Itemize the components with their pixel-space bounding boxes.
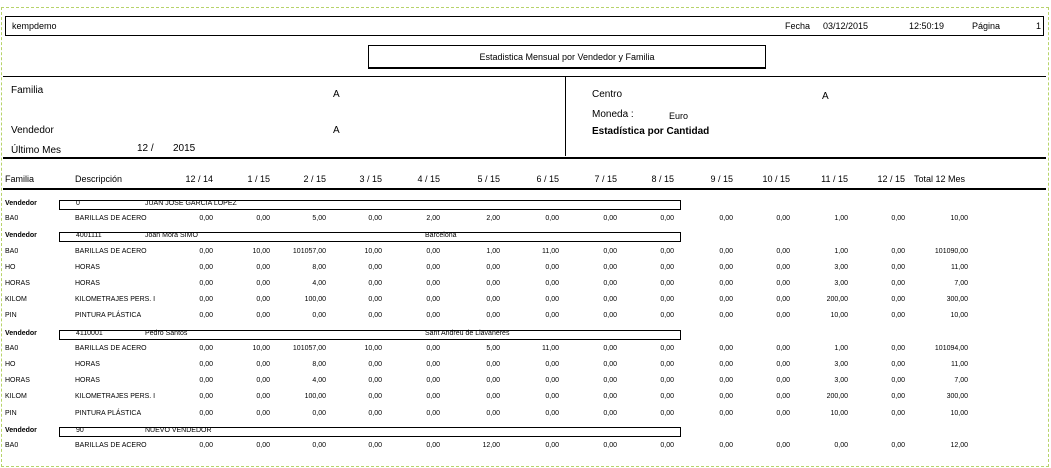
row-month-value: 0,00 bbox=[660, 361, 674, 368]
row-month-value: 0,00 bbox=[426, 409, 440, 417]
row-month-value: 5,00 bbox=[486, 344, 500, 352]
row-month-value: 0,00 bbox=[719, 361, 733, 368]
row-familia: HO bbox=[5, 361, 16, 368]
column-header-month: 2 / 15 bbox=[303, 174, 326, 184]
row-month-value: 0,00 bbox=[256, 280, 270, 287]
ultimo-mes-year: 2015 bbox=[173, 143, 196, 154]
company-name: kempdemo bbox=[12, 21, 57, 31]
row-total-value: 11,00 bbox=[951, 361, 968, 368]
row-month-value: 0,00 bbox=[368, 377, 382, 385]
row-month-value: 0,00 bbox=[891, 296, 905, 304]
row-month-value: 0,00 bbox=[891, 263, 905, 271]
row-month-value: 0,00 bbox=[719, 393, 733, 401]
row-month-value: 0,00 bbox=[545, 377, 559, 385]
row-month-value: 0,00 bbox=[545, 312, 559, 320]
row-descripcion: HORAS bbox=[75, 280, 100, 287]
row-month-value: 0,00 bbox=[776, 247, 790, 255]
row-month-value: 0,00 bbox=[486, 377, 500, 385]
row-month-value: 0,00 bbox=[776, 377, 790, 385]
column-header-month: 8 / 15 bbox=[651, 174, 674, 184]
row-month-value: 5,00 bbox=[312, 215, 326, 223]
vendor-name: Joan Mora SIMO bbox=[145, 232, 198, 240]
row-month-value: 0,00 bbox=[891, 280, 905, 287]
vendor-name: Pedro Santos bbox=[145, 329, 188, 337]
row-month-value: 0,00 bbox=[834, 442, 848, 449]
row-month-value: 0,00 bbox=[426, 247, 440, 255]
row-total-value: 10,00 bbox=[950, 215, 968, 223]
row-month-value: 0,00 bbox=[603, 280, 617, 287]
row-month-value: 0,00 bbox=[199, 377, 213, 385]
row-month-value: 0,00 bbox=[719, 377, 733, 385]
row-month-value: 101057,00 bbox=[292, 247, 326, 255]
row-month-value: 0,00 bbox=[719, 263, 733, 271]
row-descripcion: BARILLAS DE ACERO bbox=[75, 344, 147, 352]
filter-column-divider bbox=[565, 77, 566, 156]
column-header-descripcion: Descripción bbox=[75, 174, 123, 184]
row-familia: BA0 bbox=[5, 442, 19, 449]
row-total-value: 12,00 bbox=[950, 442, 968, 449]
row-month-value: 11,00 bbox=[542, 344, 559, 352]
row-month-value: 0,00 bbox=[256, 377, 270, 385]
row-month-value: 0,00 bbox=[603, 263, 617, 271]
row-month-value: 200,00 bbox=[826, 296, 848, 304]
row-month-value: 0,00 bbox=[426, 361, 440, 368]
row-month-value: 100,00 bbox=[304, 393, 326, 401]
row-month-value: 0,00 bbox=[256, 215, 270, 223]
row-month-value: 1,00 bbox=[486, 247, 500, 255]
row-month-value: 10,00 bbox=[252, 247, 270, 255]
report-title: Estadistica Mensual por Vendedor y Familia bbox=[368, 45, 766, 69]
row-familia: HORAS bbox=[5, 377, 30, 385]
vendor-label: Vendedor bbox=[5, 232, 37, 240]
row-month-value: 0,00 bbox=[486, 361, 500, 368]
row-total-value: 300,00 bbox=[946, 393, 968, 401]
row-month-value: 4,00 bbox=[312, 377, 326, 385]
vendor-code: 90 bbox=[76, 426, 84, 434]
row-month-value: 0,00 bbox=[256, 361, 270, 368]
column-header-month: 4 / 15 bbox=[417, 174, 440, 184]
row-month-value: 0,00 bbox=[660, 263, 674, 271]
row-month-value: 0,00 bbox=[199, 409, 213, 417]
row-month-value: 0,00 bbox=[891, 442, 905, 449]
row-familia: BA0 bbox=[5, 344, 19, 352]
column-header-month: 12 / 15 bbox=[877, 174, 905, 184]
row-month-value: 0,00 bbox=[603, 344, 617, 352]
row-month-value: 0,00 bbox=[368, 442, 382, 449]
filter-top-divider bbox=[3, 76, 1046, 77]
familia-filter-value: A bbox=[333, 89, 340, 100]
row-month-value: 0,00 bbox=[256, 393, 270, 401]
row-month-value: 200,00 bbox=[826, 393, 848, 401]
row-month-value: 0,00 bbox=[199, 442, 213, 449]
row-month-value: 0,00 bbox=[603, 377, 617, 385]
row-month-value: 1,00 bbox=[834, 247, 848, 255]
row-total-value: 7,00 bbox=[954, 280, 968, 287]
row-total-value: 10,00 bbox=[950, 409, 968, 417]
row-month-value: 0,00 bbox=[426, 442, 440, 449]
row-familia: HORAS bbox=[5, 280, 30, 287]
row-month-value: 0,00 bbox=[603, 247, 617, 255]
row-month-value: 0,00 bbox=[660, 215, 674, 223]
row-month-value: 101057,00 bbox=[292, 344, 326, 352]
row-month-value: 0,00 bbox=[891, 215, 905, 223]
row-descripcion: HORAS bbox=[75, 263, 100, 271]
row-month-value: 3,00 bbox=[834, 377, 848, 385]
fecha-label: Fecha bbox=[785, 21, 811, 31]
moneda-label: Moneda : bbox=[592, 109, 634, 120]
vendor-name: JUAN JOSE GARCIA LOPEZ bbox=[145, 200, 237, 207]
row-month-value: 0,00 bbox=[312, 312, 326, 320]
row-descripcion: HORAS bbox=[75, 361, 100, 368]
row-month-value: 0,00 bbox=[545, 215, 559, 223]
row-month-value: 0,00 bbox=[486, 409, 500, 417]
row-month-value: 0,00 bbox=[660, 442, 674, 449]
row-month-value: 0,00 bbox=[603, 215, 617, 223]
moneda-value: Euro bbox=[669, 111, 689, 121]
row-month-value: 0,00 bbox=[891, 377, 905, 385]
row-month-value: 0,00 bbox=[256, 263, 270, 271]
row-month-value: 0,00 bbox=[426, 393, 440, 401]
row-month-value: 0,00 bbox=[545, 393, 559, 401]
column-header-month: 6 / 15 bbox=[536, 174, 559, 184]
vendor-label: Vendedor bbox=[5, 329, 37, 337]
row-month-value: 2,00 bbox=[426, 215, 440, 223]
column-header-month: 12 / 14 bbox=[185, 174, 213, 184]
row-month-value: 3,00 bbox=[834, 280, 848, 287]
row-familia: PIN bbox=[5, 409, 17, 417]
row-month-value: 0,00 bbox=[426, 377, 440, 385]
vendor-name: NUEVO VENDEDOR bbox=[145, 426, 212, 434]
row-month-value: 0,00 bbox=[199, 393, 213, 401]
row-month-value: 2,00 bbox=[486, 215, 500, 223]
row-month-value: 0,00 bbox=[776, 296, 790, 304]
row-month-value: 0,00 bbox=[660, 377, 674, 385]
vendedor-filter-label: Vendedor bbox=[11, 125, 54, 136]
row-month-value: 10,00 bbox=[830, 409, 848, 417]
column-header-familia: Familia bbox=[5, 174, 35, 184]
vendor-code: 4110001 bbox=[76, 329, 103, 337]
column-header-total: Total 12 Mes bbox=[914, 174, 966, 184]
row-familia: KILOM bbox=[5, 296, 27, 304]
ultimo-mes-label: Último Mes bbox=[11, 145, 62, 156]
row-month-value: 0,00 bbox=[603, 361, 617, 368]
centro-label: Centro bbox=[592, 89, 623, 100]
row-month-value: 10,00 bbox=[252, 344, 270, 352]
row-month-value: 4,00 bbox=[312, 280, 326, 287]
row-total-value: 11,00 bbox=[951, 263, 968, 271]
row-month-value: 0,00 bbox=[660, 247, 674, 255]
column-header-month: 3 / 15 bbox=[359, 174, 382, 184]
column-header-month: 5 / 15 bbox=[477, 174, 500, 184]
vendor-city: Barcelona bbox=[425, 232, 457, 240]
row-familia: KILOM bbox=[5, 393, 27, 401]
row-month-value: 0,00 bbox=[891, 247, 905, 255]
row-month-value: 10,00 bbox=[364, 344, 382, 352]
row-month-value: 0,00 bbox=[545, 442, 559, 449]
row-total-value: 10,00 bbox=[950, 312, 968, 320]
row-month-value: 10,00 bbox=[830, 312, 848, 320]
row-month-value: 0,00 bbox=[719, 312, 733, 320]
vendedor-filter-value: A bbox=[333, 125, 340, 136]
row-month-value: 0,00 bbox=[199, 247, 213, 255]
vendor-city: Sant Andreu de Llavaneres bbox=[425, 329, 510, 337]
row-month-value: 0,00 bbox=[660, 296, 674, 304]
row-month-value: 0,00 bbox=[603, 409, 617, 417]
row-month-value: 0,00 bbox=[719, 215, 733, 223]
pagina-label: Página bbox=[972, 21, 1001, 31]
row-month-value: 0,00 bbox=[426, 344, 440, 352]
row-descripcion: BARILLAS DE ACERO bbox=[75, 215, 147, 223]
row-month-value: 11,00 bbox=[542, 247, 559, 255]
row-month-value: 0,00 bbox=[486, 280, 500, 287]
row-month-value: 0,00 bbox=[199, 312, 213, 320]
row-month-value: 0,00 bbox=[776, 312, 790, 320]
filter-bottom-divider bbox=[3, 157, 1046, 159]
row-month-value: 0,00 bbox=[545, 409, 559, 417]
row-month-value: 0,00 bbox=[660, 312, 674, 320]
row-month-value: 1,00 bbox=[834, 215, 848, 223]
row-month-value: 0,00 bbox=[368, 393, 382, 401]
row-descripcion: HORAS bbox=[75, 377, 100, 385]
pagina-value: 1 bbox=[1036, 21, 1042, 31]
row-month-value: 0,00 bbox=[719, 409, 733, 417]
row-familia: BA0 bbox=[5, 247, 19, 255]
row-month-value: 3,00 bbox=[834, 263, 848, 271]
row-month-value: 0,00 bbox=[199, 361, 213, 368]
row-month-value: 0,00 bbox=[426, 263, 440, 271]
row-month-value: 0,00 bbox=[776, 280, 790, 287]
row-month-value: 0,00 bbox=[891, 409, 905, 417]
row-descripcion: BARILLAS DE ACERO bbox=[75, 442, 147, 449]
vendor-label: Vendedor bbox=[5, 426, 37, 434]
column-header-month: 7 / 15 bbox=[594, 174, 617, 184]
row-month-value: 0,00 bbox=[426, 280, 440, 287]
row-month-value: 100,00 bbox=[304, 296, 326, 304]
row-month-value: 0,00 bbox=[603, 312, 617, 320]
column-header-month: 9 / 15 bbox=[710, 174, 733, 184]
row-month-value: 0,00 bbox=[199, 296, 213, 304]
row-month-value: 0,00 bbox=[776, 442, 790, 449]
row-month-value: 0,00 bbox=[719, 247, 733, 255]
ultimo-mes-month: 12 / bbox=[137, 143, 154, 154]
row-month-value: 0,00 bbox=[368, 361, 382, 368]
row-month-value: 0,00 bbox=[368, 312, 382, 320]
row-total-value: 300,00 bbox=[946, 296, 968, 304]
row-month-value: 0,00 bbox=[256, 312, 270, 320]
row-month-value: 8,00 bbox=[312, 361, 326, 368]
row-month-value: 0,00 bbox=[891, 393, 905, 401]
row-descripcion: BARILLAS DE ACERO bbox=[75, 247, 147, 255]
row-month-value: 0,00 bbox=[719, 280, 733, 287]
row-month-value: 0,00 bbox=[776, 344, 790, 352]
row-familia: HO bbox=[5, 263, 16, 271]
row-month-value: 0,00 bbox=[199, 280, 213, 287]
row-descripcion: PINTURA PLÁSTICA bbox=[75, 409, 142, 417]
row-month-value: 0,00 bbox=[312, 442, 326, 449]
row-month-value: 0,00 bbox=[891, 312, 905, 320]
row-month-value: 0,00 bbox=[719, 442, 733, 449]
report-header-box bbox=[5, 16, 1044, 36]
row-month-value: 0,00 bbox=[660, 344, 674, 352]
row-total-value: 101094,00 bbox=[934, 344, 968, 352]
row-month-value: 0,00 bbox=[776, 393, 790, 401]
estadistica-label: Estadística por Cantidad bbox=[592, 126, 710, 137]
row-month-value: 0,00 bbox=[199, 215, 213, 223]
row-month-value: 0,00 bbox=[776, 263, 790, 271]
row-month-value: 0,00 bbox=[660, 280, 674, 287]
column-header-month: 10 / 15 bbox=[762, 174, 790, 184]
column-header-month: 11 / 15 bbox=[821, 174, 848, 184]
vendor-code: 0 bbox=[76, 200, 80, 207]
row-total-value: 101090,00 bbox=[934, 247, 968, 255]
row-month-value: 0,00 bbox=[312, 409, 326, 417]
row-month-value: 0,00 bbox=[776, 215, 790, 223]
row-month-value: 0,00 bbox=[545, 280, 559, 287]
row-month-value: 0,00 bbox=[603, 296, 617, 304]
row-month-value: 0,00 bbox=[486, 393, 500, 401]
column-header-divider bbox=[3, 188, 1046, 190]
row-month-value: 0,00 bbox=[199, 344, 213, 352]
column-header-month: 1 / 15 bbox=[247, 174, 270, 184]
row-month-value: 0,00 bbox=[660, 393, 674, 401]
row-month-value: 0,00 bbox=[426, 312, 440, 320]
row-month-value: 0,00 bbox=[891, 344, 905, 352]
row-month-value: 0,00 bbox=[719, 344, 733, 352]
row-descripcion: PINTURA PLÁSTICA bbox=[75, 312, 142, 320]
row-familia: PIN bbox=[5, 312, 17, 320]
fecha-value: 03/12/2015 bbox=[823, 21, 869, 31]
row-month-value: 0,00 bbox=[545, 263, 559, 271]
row-month-value: 0,00 bbox=[368, 296, 382, 304]
centro-value: A bbox=[822, 91, 829, 102]
row-month-value: 3,00 bbox=[834, 361, 848, 368]
row-month-value: 0,00 bbox=[603, 393, 617, 401]
row-month-value: 0,00 bbox=[486, 296, 500, 304]
familia-filter-label: Familia bbox=[11, 85, 44, 96]
row-month-value: 1,00 bbox=[834, 344, 848, 352]
row-month-value: 0,00 bbox=[660, 409, 674, 417]
row-descripcion: KILOMETRAJES PERS. I bbox=[75, 296, 156, 304]
row-month-value: 0,00 bbox=[603, 442, 617, 449]
row-month-value: 8,00 bbox=[312, 263, 326, 271]
row-month-value: 0,00 bbox=[891, 361, 905, 368]
row-month-value: 0,00 bbox=[776, 409, 790, 417]
row-month-value: 0,00 bbox=[719, 296, 733, 304]
row-month-value: 0,00 bbox=[545, 296, 559, 304]
row-descripcion: KILOMETRAJES PERS. I bbox=[75, 393, 156, 401]
vendor-label: Vendedor bbox=[5, 200, 37, 207]
row-month-value: 0,00 bbox=[368, 215, 382, 223]
row-month-value: 0,00 bbox=[256, 442, 270, 449]
row-month-value: 0,00 bbox=[776, 361, 790, 368]
row-month-value: 0,00 bbox=[368, 263, 382, 271]
row-month-value: 0,00 bbox=[256, 409, 270, 417]
row-month-value: 0,00 bbox=[256, 296, 270, 304]
row-month-value: 0,00 bbox=[368, 409, 382, 417]
row-familia: BA0 bbox=[5, 215, 19, 223]
row-month-value: 0,00 bbox=[486, 312, 500, 320]
row-month-value: 10,00 bbox=[364, 247, 382, 255]
row-total-value: 7,00 bbox=[954, 377, 968, 385]
row-month-value: 0,00 bbox=[368, 280, 382, 287]
vendor-code: 4001111 bbox=[76, 232, 102, 240]
row-month-value: 0,00 bbox=[426, 296, 440, 304]
row-month-value: 0,00 bbox=[199, 263, 213, 271]
row-month-value: 12,00 bbox=[482, 442, 500, 449]
row-month-value: 0,00 bbox=[545, 361, 559, 368]
row-month-value: 0,00 bbox=[486, 263, 500, 271]
report-time: 12:50:19 bbox=[909, 21, 945, 31]
